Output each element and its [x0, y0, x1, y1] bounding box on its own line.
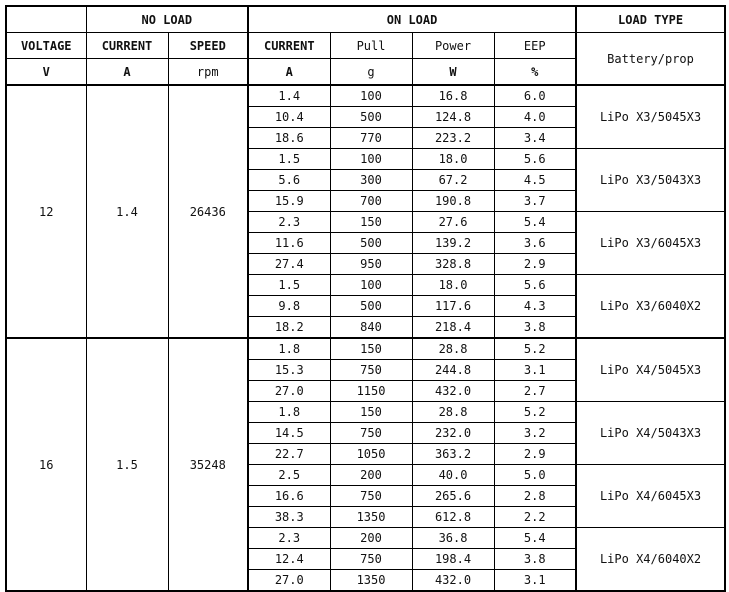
- cell-power: 36.8: [412, 528, 494, 549]
- cell-ol-current: 5.6: [248, 170, 330, 191]
- cell-pull: 770: [330, 128, 412, 149]
- cell-battery-prop: LiPo X4/5043X3: [576, 402, 725, 465]
- cell-ol-current: 1.5: [248, 275, 330, 296]
- cell-pull: 840: [330, 317, 412, 339]
- header-load-type: LOAD TYPE: [576, 6, 725, 33]
- cell-battery-prop: LiPo X4/5045X3: [576, 338, 725, 402]
- header-ol-current: CURRENT: [248, 33, 330, 59]
- cell-ol-current: 18.6: [248, 128, 330, 149]
- cell-speed: 35248: [168, 338, 248, 591]
- cell-power: 40.0: [412, 465, 494, 486]
- cell-battery-prop: LiPo X4/6040X2: [576, 528, 725, 592]
- cell-pull: 750: [330, 360, 412, 381]
- cell-pull: 300: [330, 170, 412, 191]
- cell-power: 28.8: [412, 402, 494, 423]
- cell-eep: 2.8: [494, 486, 576, 507]
- table-row: [6, 85, 725, 107]
- cell-eep: 3.1: [494, 360, 576, 381]
- header-nl-current: CURRENT: [86, 33, 168, 59]
- cell-ol-current: 2.5: [248, 465, 330, 486]
- cell-power: 18.0: [412, 149, 494, 170]
- cell-eep: 3.8: [494, 317, 576, 339]
- cell-pull: 750: [330, 423, 412, 444]
- cell-speed: 26436: [168, 85, 248, 338]
- unit-voltage: V: [6, 59, 86, 86]
- cell-pull: 750: [330, 486, 412, 507]
- cell-power: 432.0: [412, 570, 494, 592]
- cell-eep: 3.2: [494, 423, 576, 444]
- cell-battery-prop: LiPo X3/5045X3: [576, 85, 725, 149]
- cell-pull: 500: [330, 296, 412, 317]
- unit-pull: g: [330, 59, 412, 86]
- cell-ol-current: 16.6: [248, 486, 330, 507]
- cell-ol-current: 18.2: [248, 317, 330, 339]
- cell-power: 124.8: [412, 107, 494, 128]
- header-pull: Pull: [330, 33, 412, 59]
- cell-ol-current: 1.8: [248, 402, 330, 423]
- cell-eep: 3.8: [494, 549, 576, 570]
- cell-eep: 4.0: [494, 107, 576, 128]
- cell-power: 117.6: [412, 296, 494, 317]
- cell-eep: 2.7: [494, 381, 576, 402]
- cell-ol-current: 11.6: [248, 233, 330, 254]
- cell-power: 328.8: [412, 254, 494, 275]
- cell-power: 27.6: [412, 212, 494, 233]
- header-on-load: ON LOAD: [248, 6, 576, 33]
- cell-eep: 5.4: [494, 212, 576, 233]
- cell-ol-current: 15.9: [248, 191, 330, 212]
- cell-eep: 3.7: [494, 191, 576, 212]
- cell-power: 265.6: [412, 486, 494, 507]
- unit-eep: %: [494, 59, 576, 86]
- cell-voltage: 12: [6, 85, 86, 338]
- cell-eep: 4.3: [494, 296, 576, 317]
- cell-ol-current: 1.5: [248, 149, 330, 170]
- cell-eep: 4.5: [494, 170, 576, 191]
- cell-pull: 150: [330, 338, 412, 360]
- cell-battery-prop: LiPo X3/6045X3: [576, 212, 725, 275]
- cell-power: 67.2: [412, 170, 494, 191]
- cell-eep: 3.6: [494, 233, 576, 254]
- cell-battery-prop: LiPo X3/5043X3: [576, 149, 725, 212]
- cell-power: 612.8: [412, 507, 494, 528]
- cell-ol-current: 14.5: [248, 423, 330, 444]
- cell-ol-current: 10.4: [248, 107, 330, 128]
- cell-voltage: 16: [6, 338, 86, 591]
- motor-spec-table: [5, 5, 726, 592]
- cell-battery-prop: LiPo X3/6040X2: [576, 275, 725, 339]
- cell-nl-current: 1.5: [86, 338, 168, 591]
- cell-eep: 2.9: [494, 254, 576, 275]
- header-blank: [6, 6, 86, 33]
- unit-nl-current: A: [86, 59, 168, 86]
- cell-power: 218.4: [412, 317, 494, 339]
- header-speed: SPEED: [168, 33, 248, 59]
- cell-power: 139.2: [412, 233, 494, 254]
- cell-battery-prop: LiPo X4/6045X3: [576, 465, 725, 528]
- cell-pull: 100: [330, 275, 412, 296]
- cell-nl-current: 1.4: [86, 85, 168, 338]
- table-row: [6, 338, 725, 360]
- cell-ol-current: 12.4: [248, 549, 330, 570]
- cell-pull: 100: [330, 149, 412, 170]
- cell-pull: 1050: [330, 444, 412, 465]
- cell-eep: 5.2: [494, 338, 576, 360]
- cell-power: 432.0: [412, 381, 494, 402]
- unit-power: W: [412, 59, 494, 86]
- cell-power: 244.8: [412, 360, 494, 381]
- cell-eep: 3.4: [494, 128, 576, 149]
- cell-pull: 1150: [330, 381, 412, 402]
- unit-speed: rpm: [168, 59, 248, 86]
- cell-ol-current: 2.3: [248, 212, 330, 233]
- cell-ol-current: 22.7: [248, 444, 330, 465]
- header-voltage: VOLTAGE: [6, 33, 86, 59]
- cell-pull: 500: [330, 233, 412, 254]
- cell-pull: 1350: [330, 570, 412, 592]
- cell-pull: 200: [330, 465, 412, 486]
- cell-ol-current: 9.8: [248, 296, 330, 317]
- cell-eep: 3.1: [494, 570, 576, 592]
- cell-power: 232.0: [412, 423, 494, 444]
- cell-eep: 2.9: [494, 444, 576, 465]
- header-no-load: NO LOAD: [86, 6, 248, 33]
- cell-eep: 5.4: [494, 528, 576, 549]
- cell-ol-current: 1.4: [248, 85, 330, 107]
- cell-power: 190.8: [412, 191, 494, 212]
- cell-ol-current: 27.4: [248, 254, 330, 275]
- cell-pull: 950: [330, 254, 412, 275]
- cell-ol-current: 27.0: [248, 570, 330, 592]
- cell-power: 198.4: [412, 549, 494, 570]
- cell-eep: 5.6: [494, 275, 576, 296]
- cell-pull: 700: [330, 191, 412, 212]
- header-power: Power: [412, 33, 494, 59]
- cell-pull: 150: [330, 212, 412, 233]
- cell-power: 28.8: [412, 338, 494, 360]
- cell-eep: 5.2: [494, 402, 576, 423]
- header-battery-prop: Battery/prop: [576, 33, 725, 86]
- unit-ol-current: A: [248, 59, 330, 86]
- cell-eep: 2.2: [494, 507, 576, 528]
- cell-power: 363.2: [412, 444, 494, 465]
- cell-ol-current: 27.0: [248, 381, 330, 402]
- cell-eep: 6.0: [494, 85, 576, 107]
- cell-ol-current: 1.8: [248, 338, 330, 360]
- header-eep: EEP: [494, 33, 576, 59]
- cell-pull: 150: [330, 402, 412, 423]
- cell-eep: 5.0: [494, 465, 576, 486]
- cell-ol-current: 2.3: [248, 528, 330, 549]
- cell-pull: 1350: [330, 507, 412, 528]
- cell-pull: 750: [330, 549, 412, 570]
- cell-power: 18.0: [412, 275, 494, 296]
- cell-ol-current: 15.3: [248, 360, 330, 381]
- cell-pull: 500: [330, 107, 412, 128]
- cell-ol-current: 38.3: [248, 507, 330, 528]
- cell-eep: 5.6: [494, 149, 576, 170]
- cell-pull: 200: [330, 528, 412, 549]
- cell-pull: 100: [330, 85, 412, 107]
- cell-power: 223.2: [412, 128, 494, 149]
- cell-power: 16.8: [412, 85, 494, 107]
